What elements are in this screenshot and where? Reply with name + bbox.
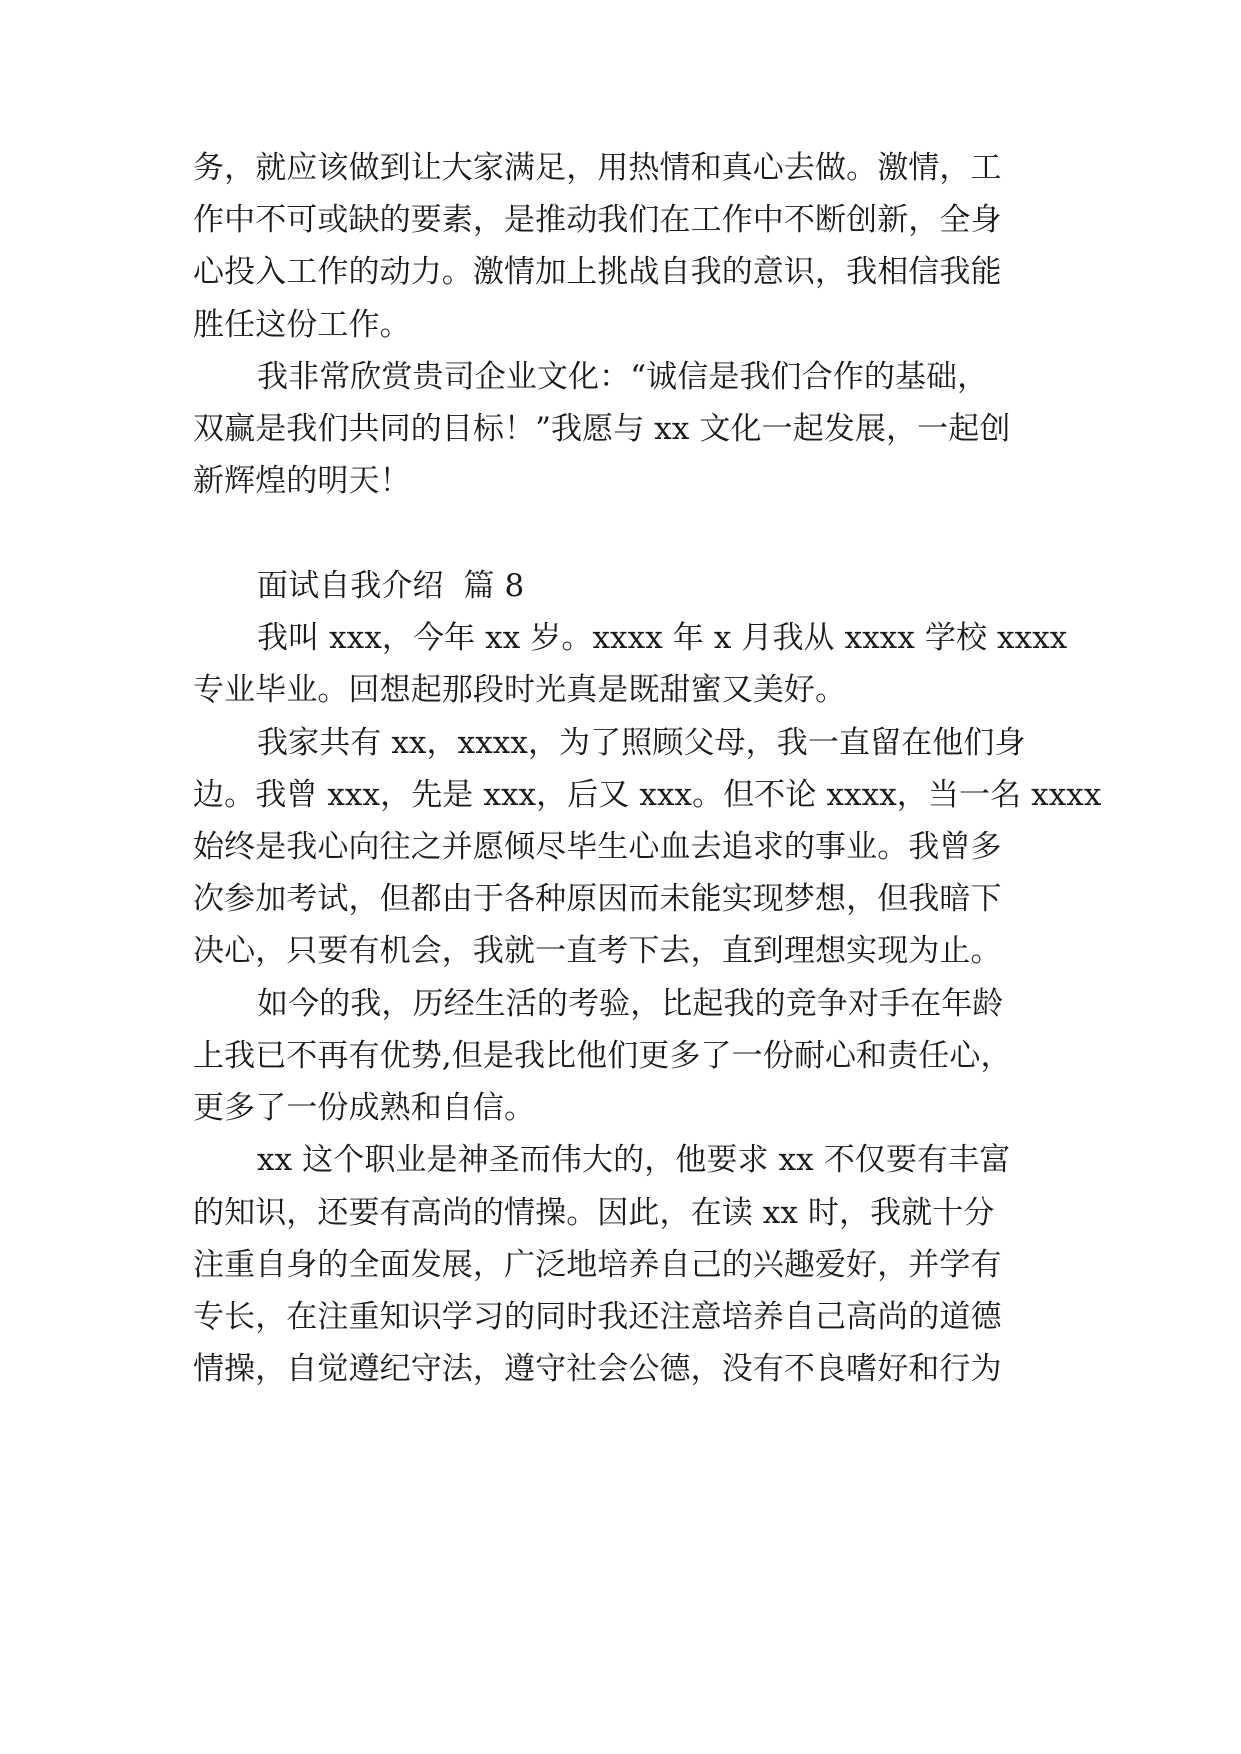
paragraph-line: 的知识，还要有高尚的情操。因此，在读 xx 时，我就十分 bbox=[193, 1195, 995, 1231]
paragraph-line: xx 这个职业是神圣而伟大的，他要求 xx 不仅要有丰富 bbox=[257, 1142, 1011, 1178]
paragraph-line: 情操，自觉遵纪守法，遵守社会公德，没有不良嗜好和行为 bbox=[193, 1351, 1002, 1387]
paragraph-line: 双赢是我们共同的目标！”我愿与 xx 文化一起发展，一起创 bbox=[193, 411, 1011, 447]
paragraph-line: 务，就应该做到让大家满足，用热情和真心去做。激情，工 bbox=[193, 150, 1002, 186]
paragraph-line: 心投入工作的动力。激情加上挑战自我的意识，我相信我能 bbox=[193, 254, 1002, 290]
paragraph-line: 胜任这份工作。 bbox=[193, 307, 411, 343]
paragraph-line: 我家共有 xx，xxxx，为了照顾父母，我一直留在他们身 bbox=[257, 725, 1026, 761]
paragraph-line: 作中不可或缺的要素，是推动我们在工作中不断创新，全身 bbox=[193, 202, 1002, 238]
paragraph-line: 专业毕业。回想起那段时光真是既甜蜜又美好。 bbox=[193, 672, 847, 708]
paragraph-line: 上我已不再有优势,但是我比他们更多了一份耐心和责任心， bbox=[193, 1038, 1012, 1074]
paragraph-line: 如今的我，历经生活的考验，比起我的竞争对手在年龄 bbox=[257, 986, 1004, 1022]
paragraph-line: 更多了一份成熟和自信。 bbox=[193, 1090, 536, 1126]
paragraph-line: 新辉煌的明天！ bbox=[193, 463, 411, 499]
section-heading: 面试自我介绍 篇 8 bbox=[257, 568, 525, 604]
paragraph-line: 次参加考试，但都由于各种原因而未能实现梦想，但我暗下 bbox=[193, 881, 1002, 917]
paragraph-line: 我叫 xxx，今年 xx 岁。xxxx 年 x 月我从 xxxx 学校 xxxx bbox=[257, 620, 1068, 656]
paragraph-line: 专长，在注重知识学习的同时我还注意培养自己高尚的道德 bbox=[193, 1299, 1002, 1335]
paragraph-line: 决心，只要有机会，我就一直考下去，直到理想实现为止。 bbox=[193, 933, 1002, 969]
paragraph-line: 边。我曾 xxx，先是 xxx，后又 xxx。但不论 xxxx，当一名 xxxx bbox=[193, 777, 1102, 813]
paragraph-line: 注重自身的全面发展，广泛地培养自己的兴趣爱好，并学有 bbox=[193, 1247, 1002, 1283]
paragraph-line: 我非常欣赏贵司企业文化：“诚信是我们合作的基础， bbox=[257, 359, 989, 395]
paragraph-line: 始终是我心向往之并愿倾尽毕生心血去追求的事业。我曾多 bbox=[193, 829, 1002, 865]
